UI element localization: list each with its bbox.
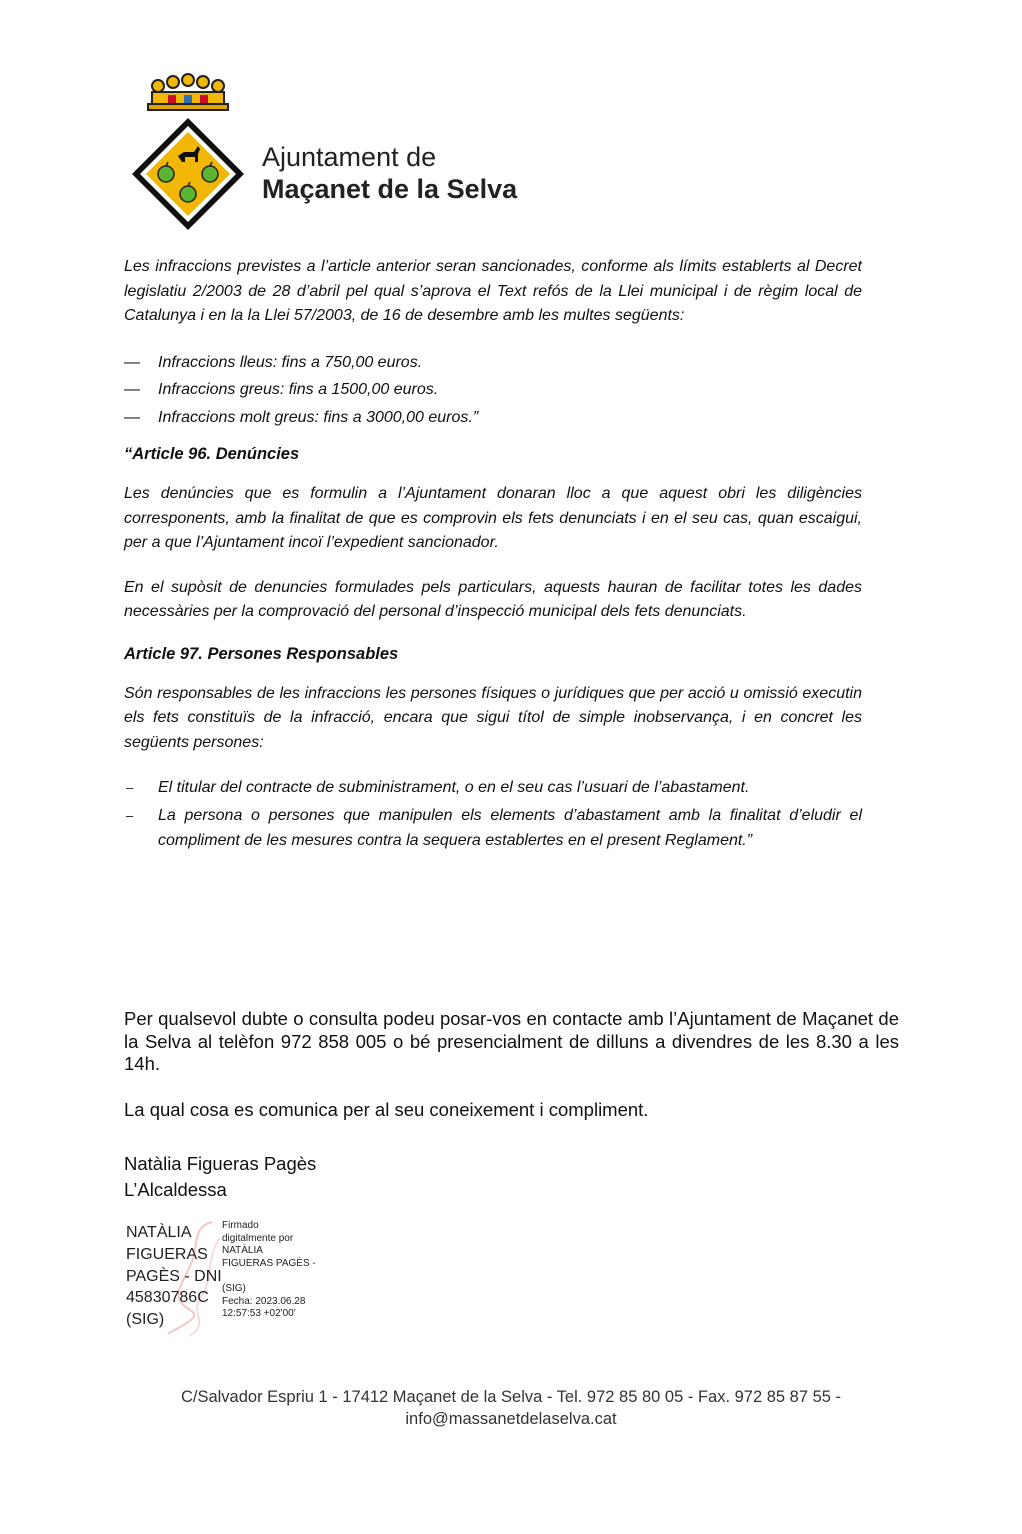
stamp-detail-line: digitalmente por [222,1232,294,1244]
stamp-detail-line: 12:57:53 +02'00' [222,1308,296,1320]
list-item [124,803,862,853]
article-97-heading: Article 97. Persones Responsables [124,644,399,663]
closing-paragraph: La qual cosa es comunica per al seu coneixement i compliment. [124,1099,649,1120]
stamp-detail-line: Fecha: 2023.06.28 [222,1295,306,1307]
list-item [124,349,862,377]
stamp-detail-line: FIGUERAS PAGÈS - [222,1257,316,1269]
footer-address: C/Salvador Espriu 1 - 17412 Maçanet de la Selva - Tel. 972 85 80 05 - Fax. 972 85 87 55 - [180,1388,842,1406]
stamp-line: FIGUERAS [126,1245,208,1263]
org-name-line2: Maçanet de la Selva [262,174,518,204]
signer-role: L’Alcaldessa [124,1179,227,1200]
list-marker: – [126,780,134,795]
stamp-line: (SIG) [126,1311,165,1329]
list-marker: — [124,353,140,371]
list-marker: — [124,381,140,398]
stamp-detail-line: NATÀLIA [222,1245,263,1257]
sanctions-paragraph: Les infraccions previstes a l’article anterior seran sancionades, conforme als límits establerts al Decret legislatiu 2/2003 de 28 d’abril pel qual s’aprova el Text refós de la Llei municipal i de règim local de Catalunya i en la la Llei 57/2003, de 16 de desembre amb les multes següents: [124,258,862,324]
stamp-detail-spacer [222,1270,316,1283]
list-item-text: Infraccions greus: fins a 1500,00 euros. [158,381,439,398]
list-item-text: Infraccions molt greus: fins a 3000,00 euros.” [158,408,479,426]
article-96-paragraph-2: En el supòsit de denuncies formulades pels particulars, aquests hauran de facilitar totes les dades necessàries per la comprovació del personal d’inspecció municipal dels fets denunciats. [124,578,862,620]
sanctions-list [124,349,862,432]
contact-paragraph: Per qualsevol dubte o consulta podeu posar-vos en contacte amb l’Ajuntament de Maçanet de la Selva al telèfon 972 858 005 o bé presencialment de dilluns a divendres de les 8.30 a les 14h. [124,1008,899,1074]
org-name-line1: Ajuntament de [262,142,437,172]
footer-email: info@massanetdelaselva.cat [405,1410,617,1428]
list-item-text: Infraccions lleus: fins a 750,00 euros. [158,353,423,371]
signature-stamp-name [126,1222,222,1331]
page-footer [100,1386,922,1430]
stamp-line: NATÀLIA [126,1224,192,1241]
article-96-heading: “Article 96. Denúncies [124,445,300,463]
list-marker: — [124,408,140,426]
signer-name: Natàlia Figueras Pagès [124,1153,317,1174]
list-item-text: La persona o persones que manipulen els elements d’abastament amb la finalitat d’eludir el compliment de les mesures contra la sequera establertes en el present Reglament.” [158,807,862,849]
stamp-detail-line: (SIG) [222,1282,246,1294]
list-item-text: El titular del contracte de subministrament, o en el seu cas l’usuari de l’abastament. [158,779,750,796]
municipal-logo [128,70,548,235]
stamp-detail-line: Firmado [222,1220,259,1231]
stamp-line: PAGÈS - DNI [126,1267,222,1285]
article-96-paragraph-1: Les denúncies que es formulin a l’Ajuntament donaran lloc a que aquest obri les diligències corresponents, amb la finalitat de que es comprovin els fets denunciats i en el seu cas, quan escaigui, per a que l’Ajuntament incoï l’expedient sancionador. [124,485,862,551]
document-body [124,255,862,871]
signature-stamp-details [222,1220,316,1321]
article-97-paragraph: Són responsables de les infraccions les persones físiques o jurídiques que per acció u omissió executin els fets constituïs de la infracció, encara que sigui títol de simple inobservança, i en concret les següents persones: [124,684,862,751]
list-item [124,376,862,404]
coat-of-arms-icon [128,70,248,235]
list-marker: – [126,808,134,823]
responsible-list [124,775,862,853]
list-item [124,775,862,800]
stamp-line: 45830786C [126,1289,209,1307]
list-item [124,404,862,432]
